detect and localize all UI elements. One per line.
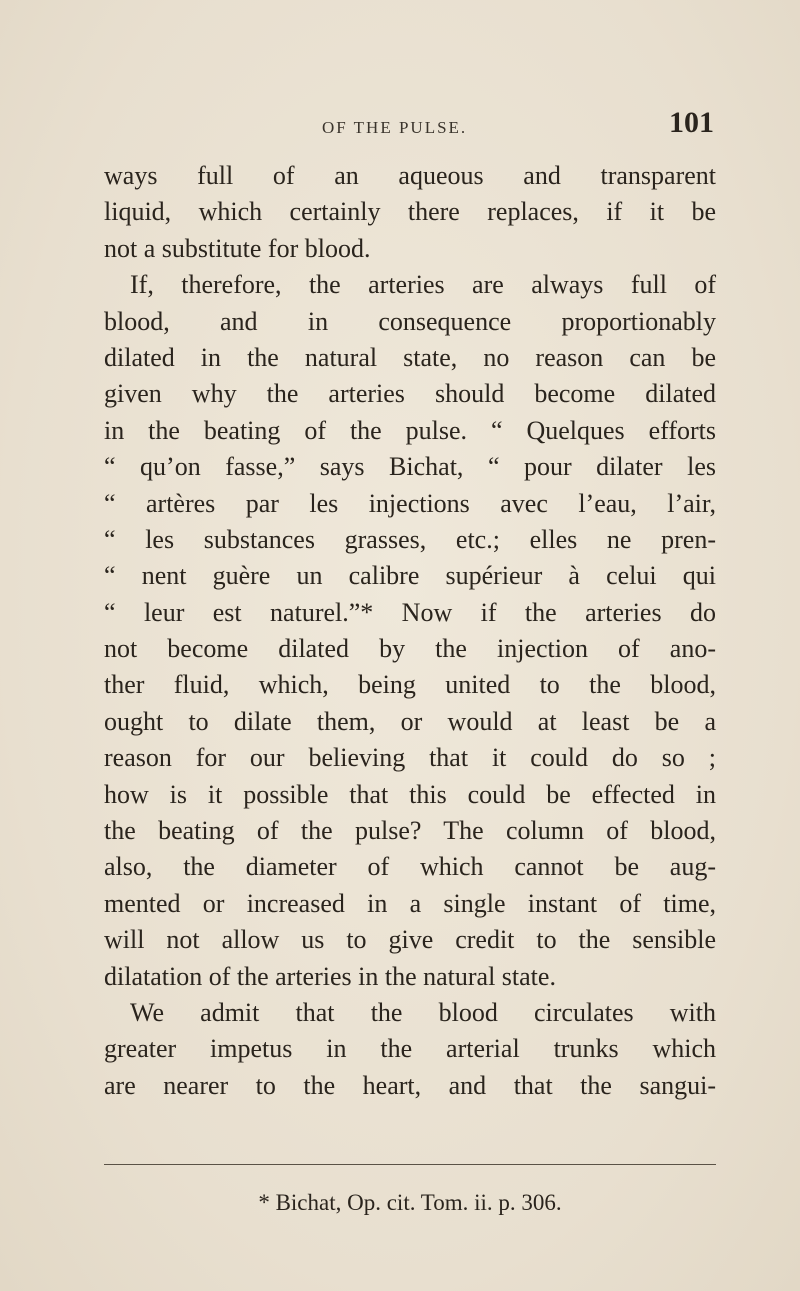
- text-line: given why the arteries should become dilated: [104, 379, 716, 409]
- text-line: “ qu’on fasse,” says Bichat, “ pour dilater les: [104, 452, 716, 482]
- text-line: will not allow us to give credit to the sensible: [104, 925, 716, 955]
- text-line: blood, and in consequence proportionably: [104, 306, 716, 336]
- text-line: not become dilated by the injection of ano-: [104, 634, 716, 664]
- body-text: [104, 158, 716, 1104]
- running-title: OF THE PULSE.: [322, 118, 468, 137]
- text-line: also, the diameter of which cannot be aug-: [104, 852, 716, 882]
- text-line: “ leur est naturel.”* Now if the arteries do: [104, 597, 716, 627]
- text-line: ways full of an aqueous and transparent: [104, 161, 716, 190]
- text-line: “ artères par les injections avec l’eau, l’air,: [104, 488, 716, 518]
- text-line: greater impetus in the arterial trunks which: [104, 1034, 716, 1064]
- text-line: mented or increased in a single instant of time,: [104, 888, 716, 918]
- text-line: ther fluid, which, being united to the blood,: [104, 670, 716, 700]
- text-line: not a substitute for blood.: [104, 233, 371, 263]
- footnote-rule: [104, 1164, 716, 1165]
- page-number: 101: [669, 106, 714, 139]
- text-line: dilated in the natural state, no reason can be: [104, 342, 716, 372]
- text-line: how is it possible that this could be effected in: [104, 779, 716, 809]
- running-head: [104, 106, 716, 150]
- text-line: liquid, which certainly there replaces, if it be: [104, 197, 716, 227]
- footnote: * Bichat, Op. cit. Tom. ii. p. 306.: [258, 1190, 562, 1215]
- text-line: “ les substances grasses, etc.; elles ne pren-: [104, 524, 716, 554]
- text-line: are nearer to the heart, and that the sangui-: [104, 1070, 716, 1100]
- text-line: “ nent guère un calibre supérieur à celui qui: [104, 561, 716, 591]
- text-line: If, therefore, the arteries are always full of: [130, 270, 716, 300]
- text-line: dilatation of the arteries in the natural state.: [104, 961, 556, 991]
- text-line: ought to dilate them, or would at least be a: [104, 706, 716, 736]
- text-line: in the beating of the pulse. “ Quelques efforts: [104, 415, 716, 445]
- text-line: We admit that the blood circulates with: [130, 997, 716, 1027]
- text-line: reason for our believing that it could do so ;: [104, 743, 716, 773]
- text-line: the beating of the pulse? The column of blood,: [104, 816, 716, 846]
